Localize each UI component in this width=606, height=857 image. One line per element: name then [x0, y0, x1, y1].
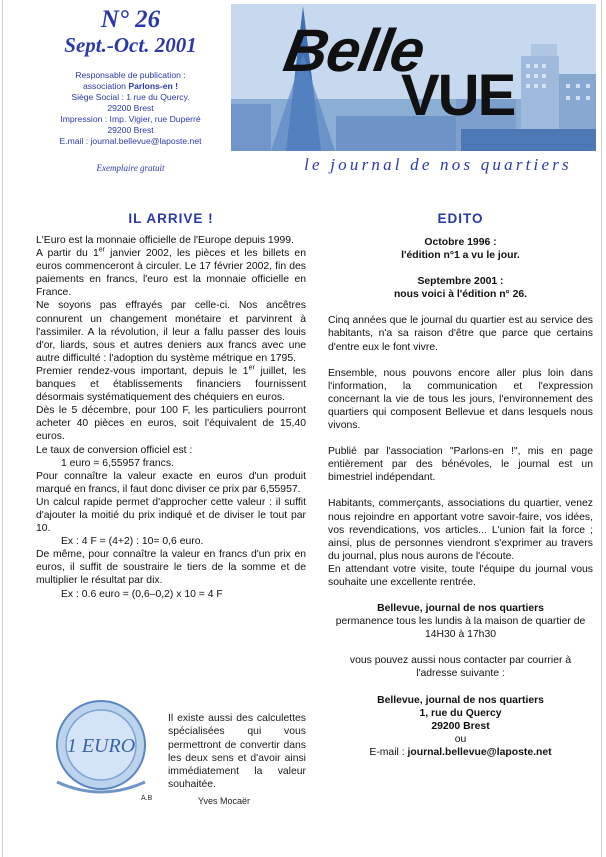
edito-headline: l'édition n°1 a vu le jour.: [401, 250, 520, 262]
masthead-banner: [231, 4, 596, 151]
credit-line: Responsable de publication :: [75, 70, 186, 80]
paragraph: Habitants, commerçants, associations du quartier, venez nous rejoindre en apportant votre savoir-faire, vos idées, vos revendications, vos articles... L'union fait la force ; ainsi, plus de personnes viendront s'exprimer au travers du journal, plus nous aurons de l'écoute.: [328, 498, 593, 562]
paragraph: Pour connaître la valeur exacte en euros d'un produit marqué en francs, il faut donc diviser ce prix par 6,55957.: [36, 470, 306, 495]
masthead-logo: [231, 4, 596, 151]
address-line: 29200 Brest: [431, 720, 490, 732]
edito-body: [328, 236, 593, 759]
contact-title: Bellevue, journal de nos quartiers: [377, 603, 544, 615]
issue-date: Sept.-Oct. 2001: [64, 33, 197, 57]
logo-vue: VUE: [401, 63, 515, 128]
edito-headline: Octobre 1996 :: [424, 237, 497, 248]
email-label: E-mail :: [369, 746, 408, 758]
edito-headline: Septembre 2001 :: [417, 276, 504, 288]
email-address: journal.bellevue@laposte.net: [407, 746, 552, 758]
contact-line: vous pouvez aussi nous contacter par courrier à: [349, 655, 572, 667]
edito-headline: nous voici à l'édition n° 26.: [393, 289, 528, 301]
paragraph: Publié par l'association "Parlons-en !", mis en page entièrement par des bénévoles, le journal est un bimestriel indépendant.: [328, 446, 593, 484]
credit-line: Siège Social : 1 rue du Quercy.: [71, 92, 190, 102]
superscript: er: [248, 364, 255, 372]
issue-number: N° 26: [100, 6, 161, 33]
issue-info: [43, 6, 218, 57]
contact-email: [328, 746, 593, 759]
address-line: 1, rue du Quercy: [419, 707, 502, 719]
paragraph: [36, 247, 306, 299]
conversion-rate: 1 euro = 6,55957 francs.: [61, 457, 174, 469]
paragraph: Le taux de conversion officiel est :: [36, 444, 193, 456]
paragraph: Cinq années que le journal du quartier est au service des habitants, n'a sa raison d'être que parce que certains d'entre eux le font vivre.: [328, 315, 593, 353]
paragraph: De même, pour connaître la valeur en francs d'un prix en euros, il suffit de soustraire le tiers de la somme et de multiplier le résultat par dix.: [36, 549, 306, 587]
superscript: er: [98, 246, 105, 254]
left-article-body: [36, 234, 306, 601]
left-article-title: IL ARRIVE !: [128, 211, 214, 226]
paragraph: Dès le 5 décembre, pour 100 F, les particuliers pourront acheter 40 pièces en euros, soit l'équivalent de 15,40 euros.: [36, 405, 306, 443]
credit-line: Impression : Imp. Vigier, rue Duperré: [60, 114, 201, 124]
coin-text: 1 EURO: [66, 735, 136, 757]
free-copy-note: Exemplaire gratuit: [96, 163, 165, 173]
calculator-note: Il existe aussi des calculettes spécialisées qui vous permettront de convertir dans les deux sens et d'avoir ainsi immédiatement la valeur souhaitée.: [168, 713, 306, 790]
edito-title: EDITO: [437, 211, 484, 226]
logo-belle: Belle: [279, 17, 430, 84]
paragraph: En attendant votre visite, toute l'équipe du journal vous souhaite une excellente rentrée.: [328, 563, 593, 588]
text-run: Premier rendez-vous important, depuis le 1: [36, 365, 249, 377]
example-line: Ex : 0.6 euro = (0,6–0,2) x 10 = 4 F: [61, 588, 223, 600]
credit-assoc-name: Parlons-en !: [128, 81, 179, 91]
credit-line: 29200 Brest: [107, 125, 154, 135]
contact-line: 14H30 à 17h30: [424, 629, 497, 641]
paragraph: L'Euro est la monnaie officielle de l'Europe depuis 1999.: [36, 235, 294, 246]
contact-line: l'adresse suivante :: [416, 668, 505, 680]
credit-assoc-label: association: [82, 81, 129, 91]
credit-line: [43, 81, 218, 92]
coin-initials: A.B: [141, 795, 153, 802]
text-run: juillet, les banques et établissements financiers fournissent désormais systématiquement des chéquiers en euros.: [36, 365, 306, 404]
credit-email: E.mail : journal.bellevue@laposte.net: [59, 136, 202, 146]
paragraph: [36, 365, 306, 404]
contact-line: permanence tous les lundis à la maison de quartier de: [335, 616, 586, 628]
text-run: A partir du 1: [36, 248, 99, 260]
tagline: le journal de nos quartiers: [304, 155, 572, 174]
address-or: ou: [454, 733, 467, 745]
publication-credits: [43, 70, 218, 147]
paragraph: Ne soyons pas effrayés par celle-ci. Nos ancêtres connurent un changement monétaire et parvinrent à l'assimiler. A la révolution, il leur a fallu passer des louis d'or, liards, sous et autres deniers aux francs avec une autre difficulté : l'adoption du système métrique en 1795.: [36, 300, 306, 364]
euro-coin-illustration: [41, 690, 161, 802]
paragraph: Un calcul rapide permet d'approcher cette valeur : il suffit d'ajouter la moitié du prix indiqué et de diviser le tout par 10.: [36, 496, 306, 535]
address-title: Bellevue, journal de nos quartiers: [377, 694, 544, 706]
text-run: janvier 2002, les pièces et les billets en euros commenceront à circuler. Le 17 février 2002, fin des paiements en francs, l'euro est la monnaie officielle en France.: [36, 248, 306, 299]
author-signature: Yves Mocaër: [198, 796, 251, 806]
newspaper-page: [2, 0, 602, 857]
credit-line: 29200 Brest: [107, 103, 154, 113]
example-line: Ex : 4 F = (4+2) : 10= 0,6 euro.: [61, 536, 204, 548]
paragraph: Ensemble, nous pouvons encore aller plus loin dans l'information, la communication et l'expression concernant la vie de tous les jours, l'environnement des quartiers qui composent Bellevue et dans lesquels nous vivons.: [328, 367, 593, 432]
